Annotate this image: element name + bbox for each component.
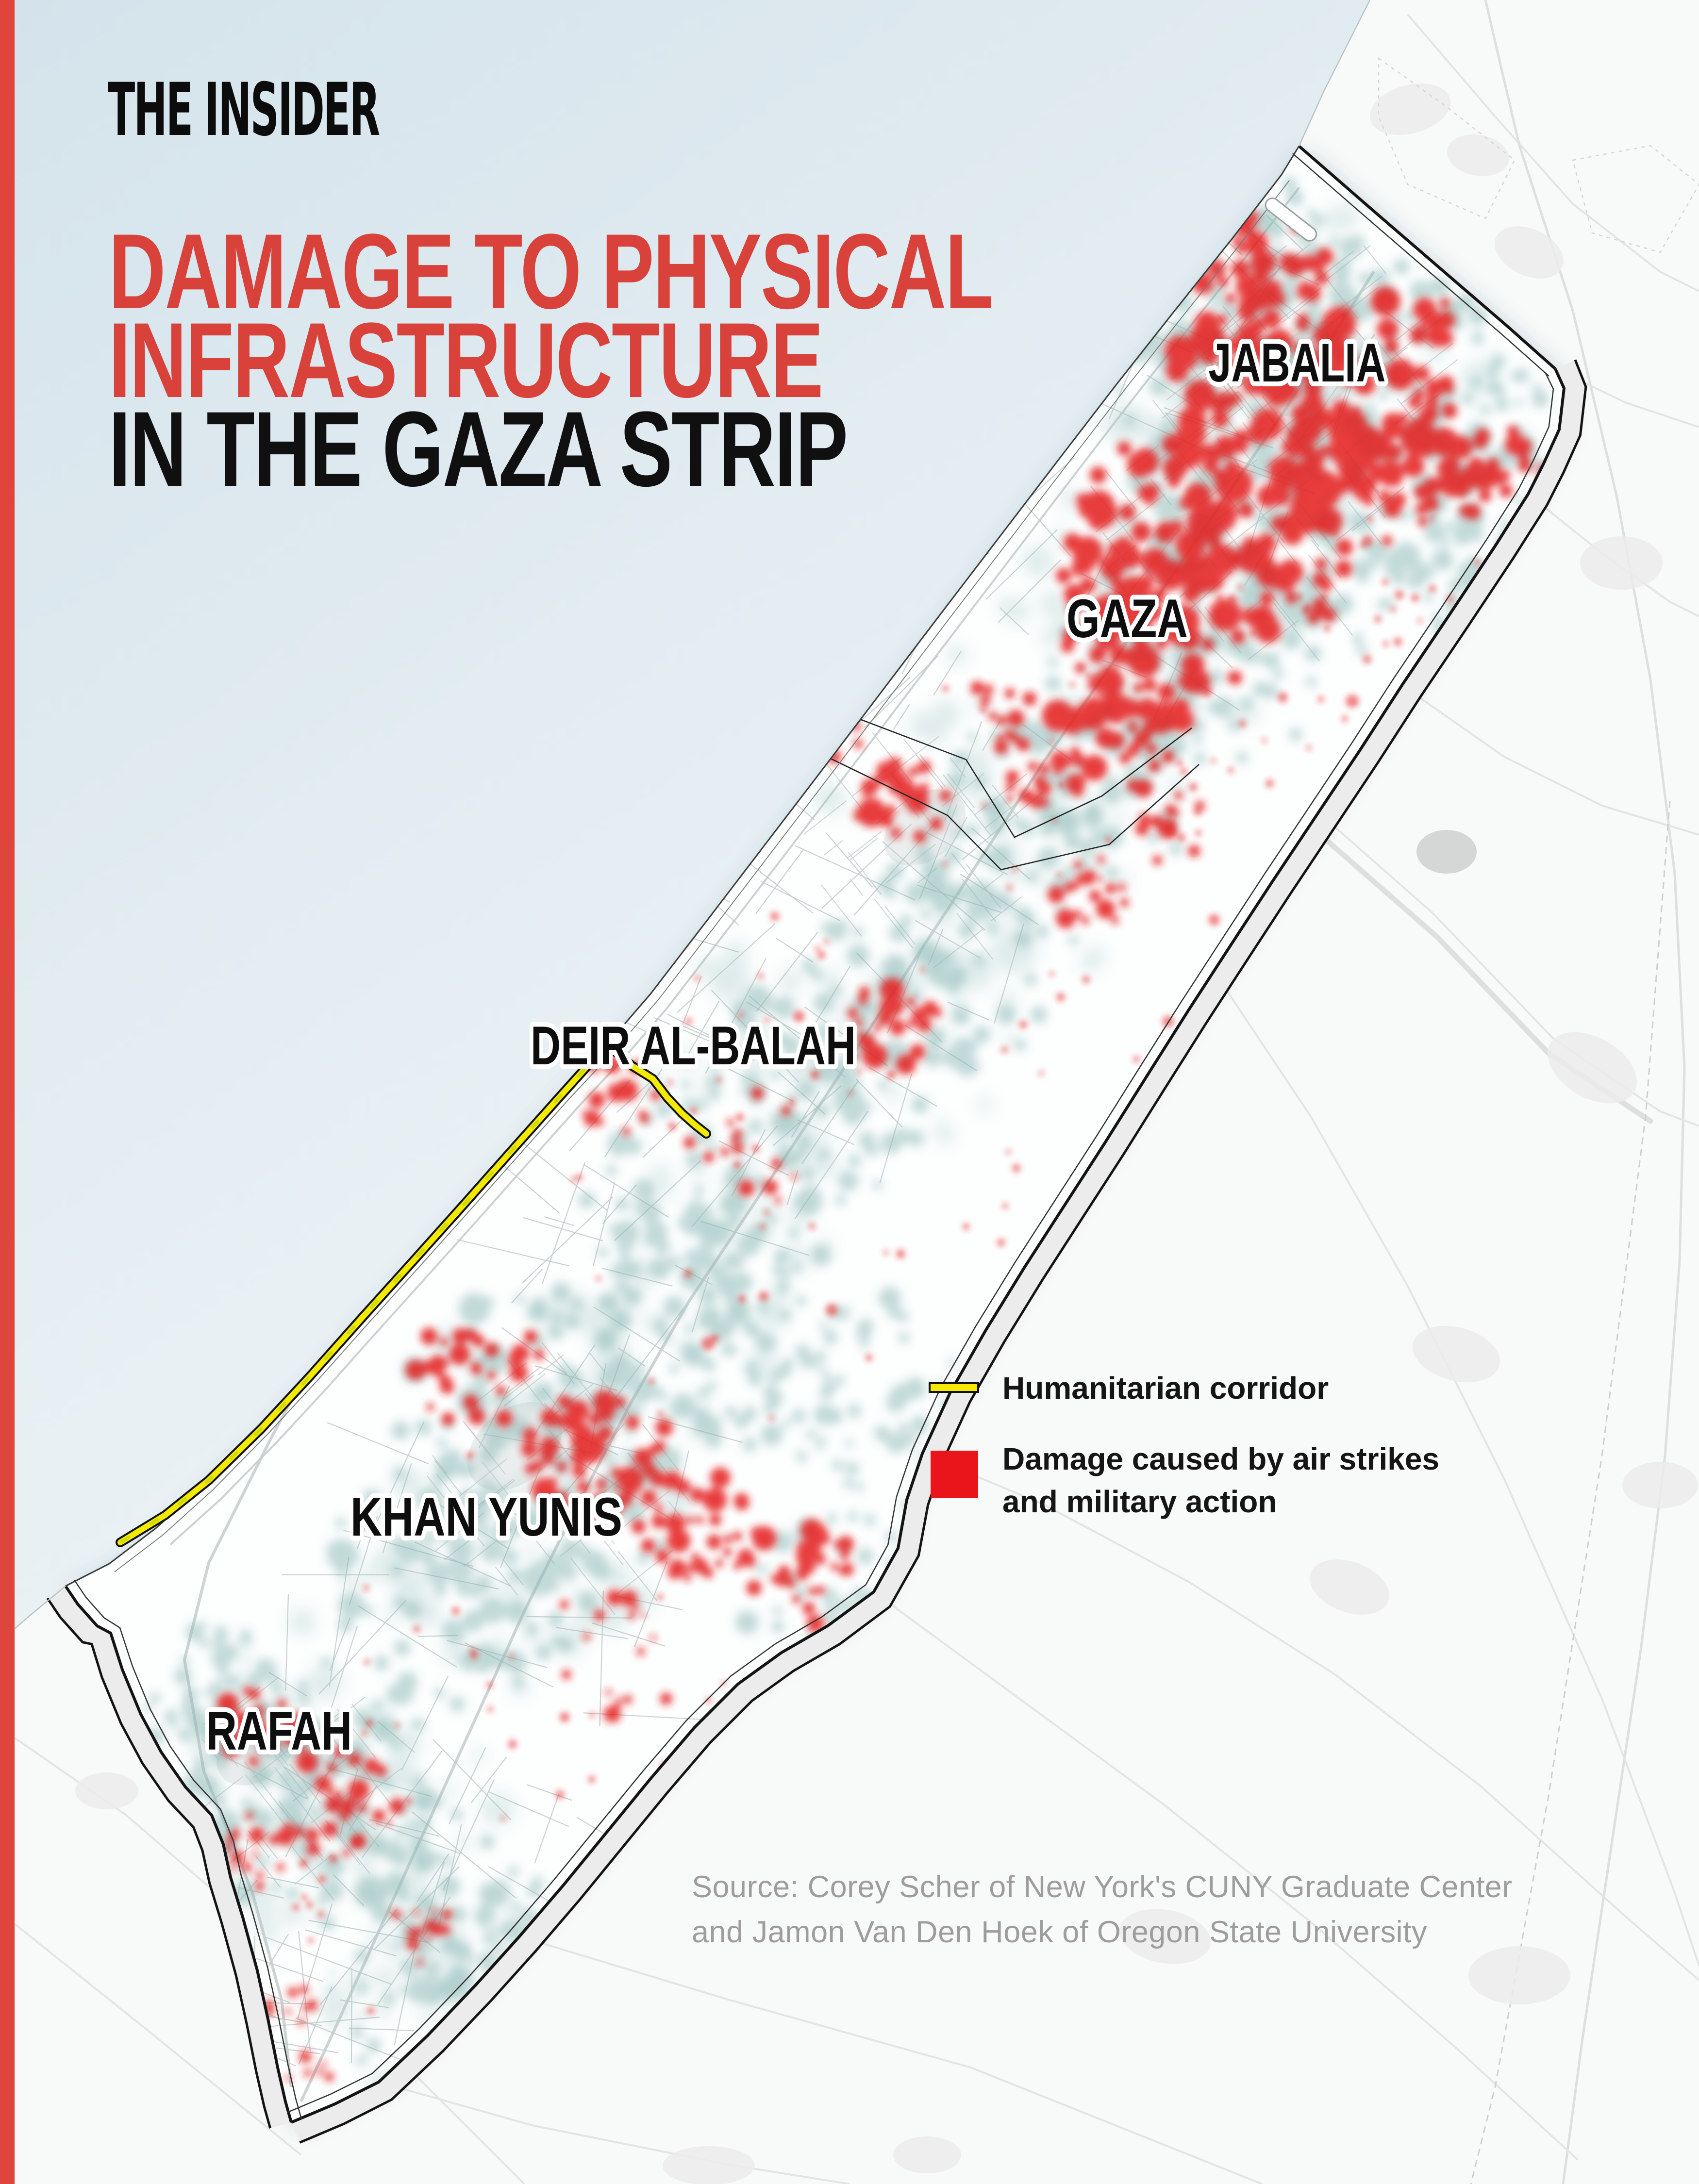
legend-damage-swatch xyxy=(931,1451,978,1498)
map-label-rafah: RAFAH xyxy=(206,1701,352,1761)
source-line-2: and Jamon Van Den Hoek of Oregon State University xyxy=(692,1915,1428,1949)
page-title xyxy=(109,212,993,509)
accent-left-bar xyxy=(0,0,15,2184)
legend-damage-label-line2: and military action xyxy=(1002,1484,1277,1519)
title-line-1: DAMAGE TO PHYSICAL xyxy=(109,212,993,331)
source-line-1: Source: Corey Scher of New York's CUNY Graduate Center xyxy=(692,1870,1513,1904)
source-credit xyxy=(692,1865,1513,1955)
map-label-khan-yunis: KHAN YUNIS xyxy=(350,1487,622,1547)
map-label-deir-al-balah: DEIR AL-BALAH xyxy=(531,1015,856,1076)
map-label-gaza: GAZA xyxy=(1066,588,1188,649)
legend-damage-label-line1: Damage caused by air strikes xyxy=(1002,1441,1440,1476)
legend-corridor-label: Humanitarian corridor xyxy=(1002,1371,1329,1406)
brand-logo: THE INSIDER xyxy=(108,68,379,152)
map-label-jabalia: JABALIA xyxy=(1208,332,1386,393)
title-line-3: IN THE GAZA STRIP xyxy=(109,389,847,509)
title-line-2: INFRASTRUCTURE xyxy=(109,300,823,420)
legend-corridor-swatch xyxy=(929,1382,979,1393)
legend-damage-label xyxy=(1002,1438,1439,1523)
